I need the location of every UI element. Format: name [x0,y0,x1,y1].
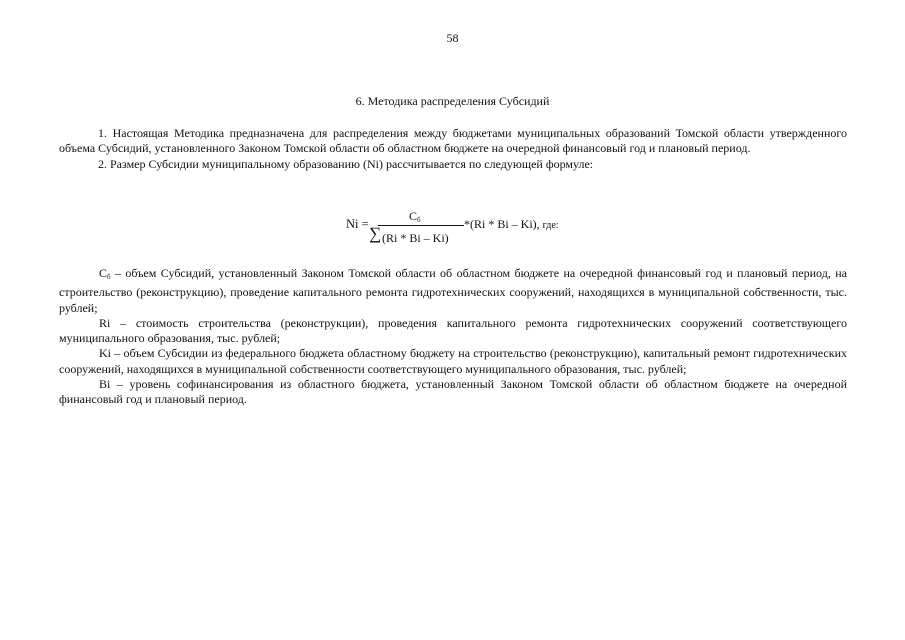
definition-text: – объем Субсидии из федерального бюджета областному бюджету на строительство (реконструкцию), капитальный ремонт гидротехнических сооружений, находящихся в муниципальной собственности соответствующего муниципального образования, тыс. рублей; [59,346,847,376]
intro-paragraphs [59,126,847,172]
definition-symbol: $С_б$ [99,266,111,281]
paragraph-2: 2. Размер Субсидии муниципальному образованию (Ni) рассчитывается по следующей формуле: [98,156,594,171]
formula-rhs: *(Ri * Bi – Ki), где: [464,217,559,231]
section-title: 6. Методика распределения Субсидий [355,94,550,108]
definition-text: – стоимость строительства (реконструкции), проведения капитального ремонта гидротехнических сооружений соответствующего муниципального образования, тыс. рублей; [59,315,847,346]
distribution-formula [0,206,905,244]
sum-sign: ∑ [369,224,382,243]
definition-symbol: Ki [99,346,111,361]
formula-numerator: $С_б$ [409,209,421,224]
definition-item [59,266,847,316]
fraction-bar [378,225,464,226]
definition-text: – уровень софинансирования из областного бюджета, установленный Законом Томской области об областном бюджете на очередной финансовый год и плановый период. [59,377,847,407]
definition-text: – объем Субсидий, установленный Законом Томской области об областном бюджете на очередной финансовый год и плановый период, на строительство (реконструкцию), проведение капитального ремонта гидротехнических сооружений, находящихся в муниципальной собственности, тыс. рублей; [59,266,847,315]
definition-item [59,377,847,408]
page-number: 58 [446,31,459,45]
paragraph-1: 1. Настоящая Методика предназначена для распределения между бюджетами муниципальных образований Томской области утвержденного объема Субсидий, установленного Законом Томской области об областном бюджете на очередной финансовый год и плановый период. [59,126,847,156]
definition-item [59,316,847,347]
definitions-list [59,266,847,408]
formula-lhs: Ni = [346,217,369,231]
formula-denominator: (Ri * Bi – Ki) [382,231,449,245]
definition-symbol: Bi [99,377,111,392]
definition-symbol: Ri [99,315,111,330]
definition-item [59,346,847,377]
